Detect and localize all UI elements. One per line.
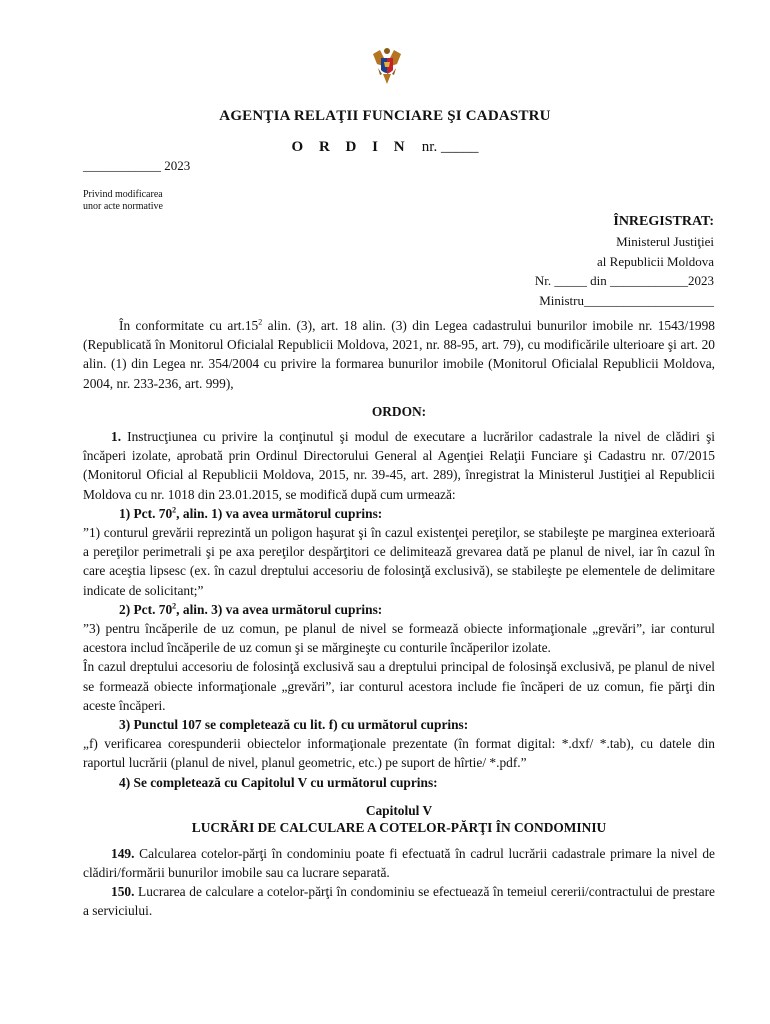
document-body <box>83 316 715 921</box>
subpoint-2-text-2: În cazul dreptului accesoriu de folosinţă exclusivă sau a dreptului principal de folosinşă exclusivă, pe planul de nivel se formează obiecte informaţionale „grevări”, iar conturul acestora include fie încăperi de uz comun, fie părţi din aceste încăperi. <box>83 659 715 713</box>
subpoint-2-heading-a: 2) Pct. 70 <box>119 601 173 617</box>
point-1-paragraph <box>83 427 715 504</box>
subpoint-1-sup: 2 <box>172 505 177 515</box>
agency-title: AGENŢIA RELAŢII FUNCIARE ŞI CADASTRU <box>219 108 551 124</box>
order-word: O R D I N <box>291 139 411 155</box>
chapter-subtitle: LUCRĂRI DE CALCULARE A COTELOR-PĂRŢI ÎN CONDOMINIU <box>191 819 607 835</box>
preamble-paragraph <box>83 316 715 393</box>
paragraph-149 <box>83 844 715 882</box>
subpoint-2-sup: 2 <box>172 601 177 611</box>
subpoint-2-text-1: ”3) pentru încăperile de uz comun, pe planul de nivel se formează obiecte informaţionale „grevări”, iar conturul acestora includ încăperile de uz comun şi se mărgineşte cu conturile încăperilor izolate. <box>83 621 715 656</box>
subpoint-1-text: ”1) conturul grevării reprezintă un poligon haşurat şi în cazul existenţei pereţilor, se stabileşte pe marginea exterioară a pereţilor perimetrali şi pe axa pereţilor despărţitori ce delimitează grevarea dată pe planul de nivel, iar în cazul în care aceştia lipsesc (ex. în cazul dreptului accesoriu de folosinţă exclusivă), se stabileşte pe elementele de delimitare indicate de solicitant;” <box>83 525 715 598</box>
order-number: nr. _____ <box>421 139 479 155</box>
order-heading <box>0 139 770 156</box>
point-1-number: 1. <box>111 429 122 445</box>
registration-minister: Ministru____________________ <box>539 292 714 308</box>
subpoint-1-heading-a: 1) Pct. 70 <box>119 505 173 521</box>
paragraph-150-text: Lucrarea de calculare a cotelor-părţi în condominiu se efectuează în temeiul cererii/contractului de prestare a serviciului. <box>83 884 715 919</box>
order-date: ____________ 2023 <box>83 158 191 173</box>
subpoint-1-heading-b: , alin. 1) va avea următorul cuprins: <box>176 505 383 521</box>
paragraph-150-number: 150. <box>111 884 135 900</box>
order-subject-line2: unor acte normative <box>83 201 163 212</box>
subpoint-2-heading-b: , alin. 3) va avea următorul cuprins: <box>176 601 383 617</box>
order-subject <box>83 189 163 213</box>
registration-country: al Republicii Moldova <box>597 253 714 269</box>
point-1-text: Instrucţiunea cu privire la conţinutul şi modul de executare a lucrărilor cadastrale la nivel de clădiri şi încăperi izolate, aprobată prin Ordinul Directorului General al Agenţiei Relaţii Funciare şi Cadastru nr. 07/2015 (Monitorul Oficial al Republicii Moldova, 2015, nr. 39-45, art. 289), înregistrat la Ministerul Justiţiei al Republicii Moldova cu nr. 1018 din 23.01.2015, se modifică după cum urmează: <box>83 429 715 502</box>
order-subject-line1: Privind modificarea <box>83 189 163 200</box>
registration-ministry: Ministerul Justiţiei <box>616 234 714 249</box>
subpoint-1-heading <box>83 504 715 523</box>
subpoint-3-heading: 3) Punctul 107 se completează cu lit. f) cu următorul cuprins: <box>119 717 469 733</box>
ordon-heading: ORDON: <box>371 403 427 419</box>
preamble-text-a: În conformitate cu art.15 <box>119 318 259 333</box>
chapter-title: Capitolul V <box>365 802 433 818</box>
registration-block <box>535 212 714 310</box>
paragraph-149-text: Calcularea cotelor-părţi în condominiu poate fi efectuată în cadrul lucrării cadastrale primare la nivel de clădiri/formării bunurilor imobile sau ca lucrare separată. <box>83 845 715 881</box>
preamble-text-b: alin. (3), art. 18 alin. (3) din Legea cadastrului bunurilor imobile nr. 1543/1998 (Republicată în Monitorul Oficialal Republicii Moldova, 2021, nr. 88-95, art. 79), cu modificările ulterioare şi art. 20 alin. (1) din Legea nr. 354/2004 cu privire la formarea bunurilor imobile (Monitorul Oficialal Republicii Moldova, 2004, nr. 233-236, art. 999), <box>83 318 715 391</box>
paragraph-149-number: 149. <box>111 845 135 861</box>
subpoint-3-text: „f) verificarea corespunderii obiectelor informaţionale prezentate (în format digital: *.dxf/ *.tab), cu datele din raportul lucrării (planul de nivel, planul geometric, etc.) pe suport de hîrtie/ *.pdf.” <box>83 736 715 771</box>
registration-number: Nr. _____ din ____________2023 <box>534 273 714 288</box>
subpoint-4-heading: 4) Se completează cu Capitolul V cu următorul cuprins: <box>119 774 438 790</box>
coat-of-arms-emblem <box>371 44 403 88</box>
paragraph-150 <box>83 882 715 920</box>
preamble-sup: 2 <box>258 317 263 327</box>
registration-heading: ÎNREGISTRAT: <box>613 214 714 229</box>
subpoint-2-heading <box>83 600 715 619</box>
